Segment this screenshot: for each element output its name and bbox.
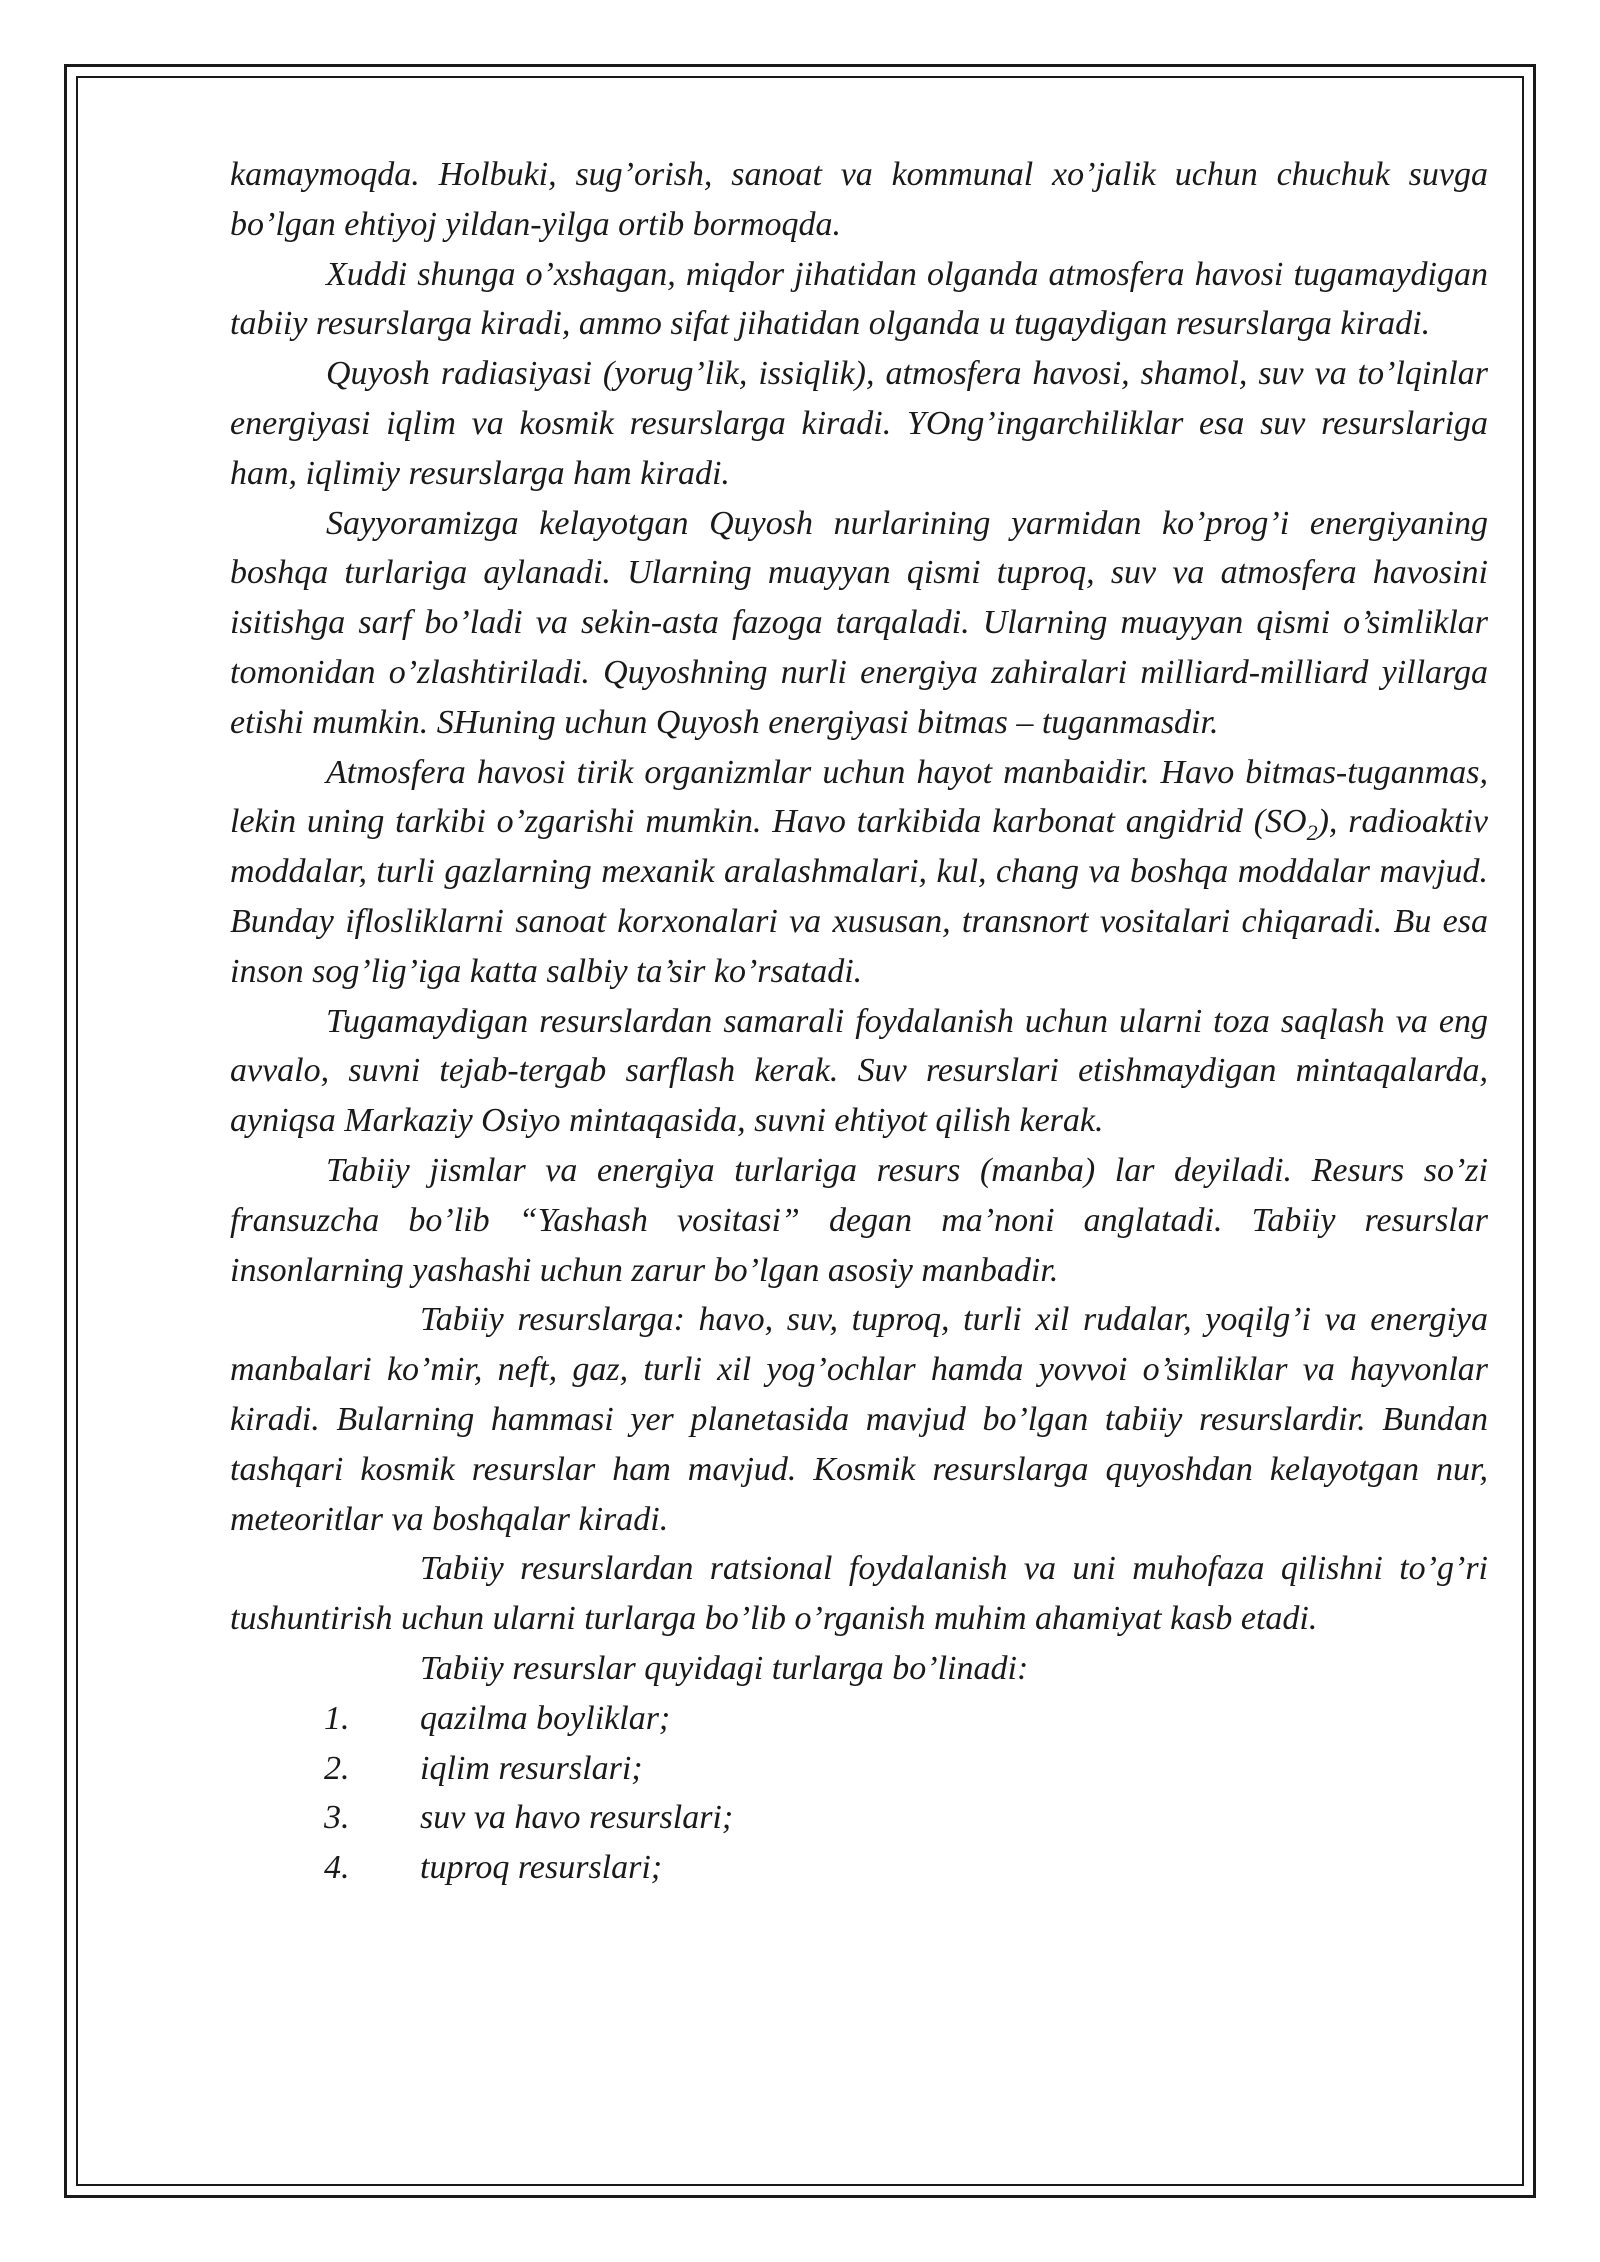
list-item-number: 1. xyxy=(324,1699,350,1737)
paragraph-7: Tabiiy jismlar va energiya turlariga resurs (manba) lar deyiladi. Resurs so’zi fransuzcha bo’lib “Yashash vositasi” degan ma’noni anglatadi. Tabiiy resurslar insonlarning yashashi uchun zarur bo’lgan asosiy manbadir. xyxy=(230,1151,1488,1289)
paragraph-5 xyxy=(230,748,1488,997)
resource-types-list xyxy=(230,1694,1488,1893)
paragraph-9: Tabiiy resurslardan ratsional foydalanish va uni muhofaza qilishni to’g’ri tushuntirish uchun ularni turlarga bo’lib o’rganish muhim ahamiyat kasb etadi. xyxy=(230,1550,1488,1638)
subscript-2: 2 xyxy=(1306,820,1318,846)
list-item-number: 3. xyxy=(324,1799,350,1837)
paragraph-5-part-2: ), radioaktiv moddalar, turli gazlarning mexanik aralashmalari, kul, chang va boshqa moddalar mavjud. Bunday iflosliklarni sanoat korxonalari va xususan, transnort vositalari chiqaradi. Bu esa inson sog’lig’iga katta salbiy ta’sir ko’rsatadi. xyxy=(230,803,1488,990)
list-item xyxy=(230,1694,1488,1744)
list-item-text: tuproq resurslari; xyxy=(420,1849,663,1887)
paragraph-2: Xuddi shunga o’xshagan, miqdor jihatidan olganda atmosfera havosi tugamaydigan tabiiy resurslarga kiradi, ammo sifat jihatidan olganda u tugaydigan resurslarga kiradi. xyxy=(230,255,1488,343)
paragraph-5-part-1: Atmosfera havosi tirik organizmlar uchun hayot manbaidir. Havo bitmas-tuganmas, lekin uning tarkibi o’zgarishi mumkin. Havo tarkibida karbonat angidrid (SO xyxy=(230,753,1488,841)
list-item-text: suv va havo resurslari; xyxy=(420,1799,734,1837)
list-item-text: qazilma boyliklar; xyxy=(420,1699,671,1737)
paragraph-4: Sayyoramizga kelayotgan Quyosh nurlarining yarmidan ko’prog’i energiyaning boshqa turlariga aylanadi. Ularning muayyan qismi tuproq, suv va atmosfera havosini isitishga sarf bo’ladi va sekin-asta fazoga tarqaladi. Ularning muayyan qismi o’simliklar tomonidan o’zlashtiriladi. Quyoshning nurli energiya zahiralari milliard-milliard yillarga etishi mumkin. SHuning uchun Quyosh energiyasi bitmas – tuganmasdir. xyxy=(230,504,1488,741)
list-item-text: iqlim resurslari; xyxy=(420,1749,643,1787)
paragraph-6: Tugamaydigan resurslardan samarali foydalanish uchun ularni toza saqlash va eng avvalo, suvni tejab-tergab sarflash kerak. Suv resurslari etishmaydigan mintaqalarda, ayniqsa Markaziy Osiyo mintaqasida, suvni ehtiyot qilish kerak. xyxy=(230,1002,1488,1140)
list-item xyxy=(230,1843,1488,1893)
list-item xyxy=(230,1744,1488,1794)
list-item-number: 2. xyxy=(324,1749,350,1787)
paragraph-1: kamaymoqda. Holbuki, sug’orish, sanoat va kommunal xo’jalik uchun chuchuk suvga bo’lgan ehtiyoj yildan-yilga ortib bormoqda. xyxy=(230,156,1488,243)
document-body xyxy=(230,150,1488,1893)
paragraph-10: Tabiiy resurslar quyidagi turlarga bo’linadi: xyxy=(420,1649,1029,1687)
list-item xyxy=(230,1793,1488,1843)
paragraph-8: Tabiiy resurslarga: havo, suv, tuproq, turli xil rudalar, yoqilg’i va energiya manbalari ko’mir, neft, gaz, turli xil yog’ochlar hamda yovvoi o’simliklar va hayvonlar kiradi. Bularning hammasi yer planetasida mavjud bo’lgan tabiiy resurslardir. Bundan tashqari kosmik resurslar ham mavjud. Kosmik resurslarga quyoshdan kelayotgan nur, meteoritlar va boshqalar kiradi. xyxy=(230,1301,1488,1538)
paragraph-3: Quyosh radiasiyasi (yorug’lik, issiqlik), atmosfera havosi, shamol, suv va to’lqinlar energiyasi iqlim va kosmik resurslarga kiradi. YOng’ingarchiliklar esa suv resurslariga ham, iqlimiy resurslarga ham kiradi. xyxy=(230,355,1488,492)
list-item-number: 4. xyxy=(324,1849,350,1887)
